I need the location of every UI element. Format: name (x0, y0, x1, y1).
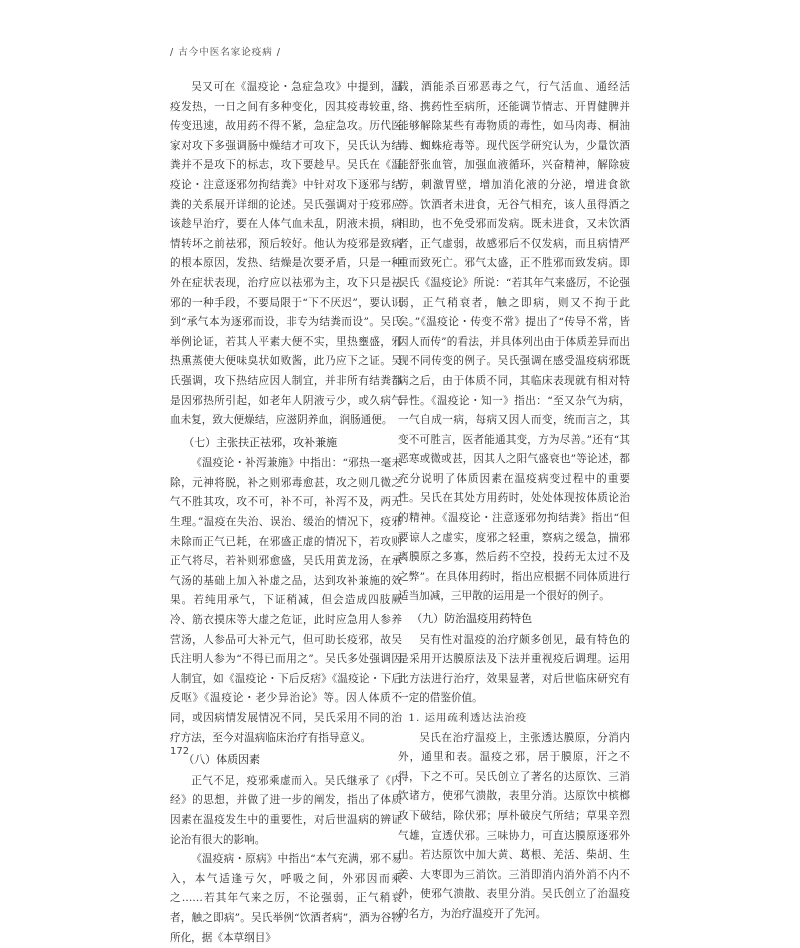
body-paragraph: 《温疫论・补泻兼施》中指出：“邪热一毫未除，元神将脱，补之则邪毒愈甚，攻之则几微之气不胜其攻，攻不可，补不可，补泻不及，两无生理。”温疫在失治、误治、缓治的情况下，疫邪未除而正气已耗，在邪盛正虚的情况下，若攻则正气将尽，若补则邪愈盛，吴氏用黄龙汤，在承气汤的基础上加入补虚之品，达到攻补兼施的效果。若纯用承气，下证稍减，但会造成四肢厥冷、筋衣摸床等大虚之危证，此时应急用人参养营汤，人参品可大补元气，但可助长疫邪，故吴氏注明人参为“不得已而用之”。吴氏多处强调因人制宜，如《温疫论・下后反痞》《温疫论・下后反呕》《温疫论・老少异治论》等。因人体质不同，或因病情发展情况不同，吴氏采用不同的治疗方法，至今对温病临床治疗有指导意义。 (170, 457, 402, 744)
body-paragraph: 吴又可在《温疫论・急症急攻》中提到，温疫发热，一日之间有多种变化，因其疫毒较重，传变迅速，故用药不得不紧，急症急攻。历代医家对攻下多强调肠中燥结才可攻下，吴氏认为结粪并不是攻下的标志，攻下要趁早。吴氏在《温疫论・注意逐邪勿拘结粪》中针对攻下逐邪与结粪的关系展开详细的论述。吴氏强调对于疫邪应该趁早治疗，要在人体气血未乱，阴液未损，病情转坏之前祛邪，预后较好。他认为疫邪是致病的根本原因，发热、结燥是次要矛盾，只是一种外在症状表现，治疗应以祛邪为主，攻下只是祛邪的一种手段，不要局限于“下不厌迟”，要认识到“承气本为逐邪而设，非专为结粪而设”。吴氏举例论证，若其人平素大便不实，里热壅盛，邪热熏蒸使大便味臭状如败酱，此乃应下之证。吴氏强调，攻下热结应因人制宜，并非所有结粪都是因邪热所引起，如老年人阴液亏少，或久病气血未复，致大便燥结，应滋阴养血，润肠通便。 (170, 81, 402, 427)
left-column (170, 78, 402, 948)
right-column (398, 78, 630, 925)
body-paragraph: 吴有性对温疫的治疗颇多创见，最有特色的是采用开达膜原法及下法并重视疫后调理。运用此方法进行治疗，效果显著，对后世临床研究有一定的借鉴价值。 (398, 633, 630, 705)
body-paragraph: 载，酒能杀百邪恶毒之气，行气活血、通经活络、携药性至病所，还能调节情志、开胃健脾并能够解除某些有毒物质的毒性，如马肉毒、桐油毒、蜘蛛疮毒等。现代医学研究认为，少量饮酒能舒张血管，加强血液循环，兴奋精神，解除疲劳，刺激胃壁，增加消化液的分泌，增进食欲等。饮酒者未进食，无谷气相充，该人虽得酒之相助，也不免受邪而发病。既未进食，又未饮酒者，正气虚弱，故感邪后不仅发病，而且病情严重而致死亡。邪气太盛，正不胜邪而致发病。即吴氏《温疫论》所说：“若其年气来盛厉，不论强弱，正气稍衰者，触之即病，则又不拘于此矣。”《温疫论・传变不常》提出了“传导不常，皆因人而传”的看法，并具体列出由于体质差异而出现不同传变的例子。吴氏强调在感受温疫病邪既病之后，由于体质不同，其临床表现就有相对特异性。《温疫论・知一》指出：“至又杂气为病，一气自成一病，每病又因人而变，统而言之，其变不可胜言，医者能通其变，方为尽善。”还有“其恶寒或微或甚，因其人之阳气盛衰也”等论述，都充分说明了体质因素在温疫病变过程中的重要性。吴氏在其处方用药时，处处体现按体质论治的精神。《温疫论・注意逐邪勿拘结粪》指出“但要谅人之虚实，度邪之轻重，察病之缓急，揣邪离膜原之多寡，然后药不空投，投药无太过不及之弊”。在具体用药时，指出应根据不同体质进行适当加减，三甲散的运用是一个很好的例子。 (398, 81, 630, 603)
subsection-heading: 1. 运用疏利透达法治疫 (408, 712, 528, 724)
section-heading: （九）防治温疫用药特色 (411, 612, 533, 626)
body-paragraph: 《温疫病・原病》中指出“本气充满，邪不易入，本气适逢亏欠，呼吸之间，外邪因而乘之……若其年气来之厉，不论强弱，正气稍衰者，触之即病”。吴氏举例“饮酒者病”，酒为谷物所化，据《本草纲目》 (170, 853, 402, 944)
body-paragraph: 正气不足，疫邪乘虚而入。吴氏继承了《内经》的思想，并做了进一步的阐发，指出了体质因素在温疫发生中的重要性，对后世温病的辨证论治有很大的影响。 (170, 774, 402, 846)
running-header: / 古今中医名家论疫病 / (170, 47, 281, 58)
section-heading: （八）体质因素 (183, 753, 261, 767)
page-number: 172 (170, 746, 190, 757)
body-paragraph: 吴氏在治疗温疫上，主张透达膜原，分消内外，通里和表。温疫之邪，居于膜原，汗之不得，下之不可。吴氏创立了著名的达原饮、三消饮诸方，使邪气溃散，表里分消。达原饮中槟榔攻下破结，除伏邪；厚朴破戾气所结；草果辛烈气雄，宣透伏邪。三味协力，可直达膜原逐邪外出。若达原饮中加大黄、葛根、羌活、柴胡、生姜、大枣即为三消饮。三消即消内消外消不内不外，使邪气溃散、表里分消。吴氏创立了治温疫的名方，为治疗温疫开了先河。 (398, 731, 630, 920)
section-heading: （七）主张扶正祛邪，攻补兼施 (183, 435, 338, 449)
